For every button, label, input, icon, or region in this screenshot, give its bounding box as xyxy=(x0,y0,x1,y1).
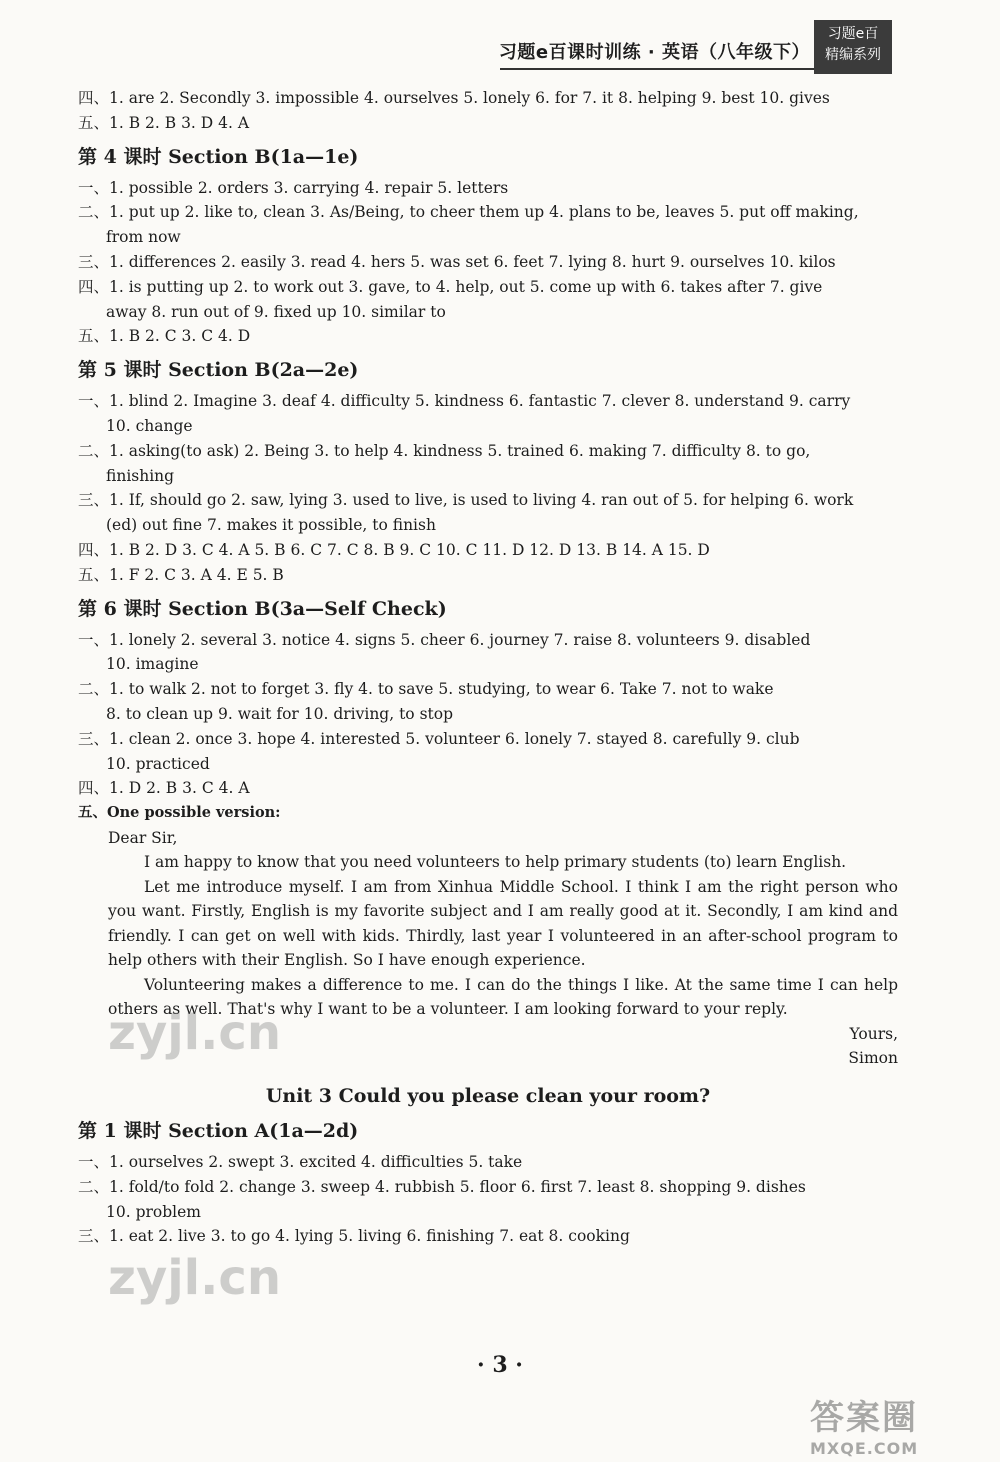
answer-line: 三、1. If, should go 2. saw, lying 3. used to live, is used to living 4. ran out of 5. for helping 6. work xyxy=(78,491,854,510)
answer-line: 二、1. fold/to fold 2. change 3. sweep 4. rubbish 5. floor 6. first 7. least 8. shopping 9. dishes xyxy=(78,1177,806,1196)
unit3-lesson1-title: 第 1 课时 Section A(1a—2d) xyxy=(78,1119,359,1142)
series-badge xyxy=(814,20,892,74)
answer-line: 二、1. asking(to ask) 2. Being 3. to help 4. kindness 5. trained 6. making 7. difficulty 8. to go, xyxy=(78,441,811,460)
answer-line: 四、1. is putting up 2. to work out 3. gave, to 4. help, out 5. come up with 6. takes after 7. give xyxy=(78,277,823,296)
lesson4-title: 第 4 课时 Section B(1a—1e) xyxy=(78,145,359,168)
answer-line: 五、1. B 2. C 3. C 4. D xyxy=(78,327,251,346)
answer-line: 一、1. ourselves 2. swept 3. excited 4. difficulties 5. take xyxy=(78,1152,523,1171)
letter-signature: Simon xyxy=(848,1049,898,1068)
answer-line: (ed) out fine 7. makes it possible, to finish xyxy=(106,516,436,535)
answer-line: 四、1. B 2. D 3. C 4. A 5. B 6. C 7. C 8. B 9. C 10. C 11. D 12. D 13. B 14. A 15. D xyxy=(78,540,710,559)
answer-line: 10. change xyxy=(106,416,193,435)
answer-line: 二、1. put up 2. like to, clean 3. As/Being, to cheer them up 4. plans to be, leaves 5. put off making, xyxy=(78,203,859,222)
answer-line: finishing xyxy=(106,466,175,485)
answer-line: 10. problem xyxy=(106,1202,201,1221)
watermark: zyjl.cn xyxy=(108,1005,281,1061)
letter-closing: Yours, xyxy=(849,1024,898,1043)
answer-line: 8. to clean up 9. wait for 10. driving, to stop xyxy=(106,704,454,723)
page-header xyxy=(0,20,1000,74)
lesson5-title: 第 5 课时 Section B(2a—2e) xyxy=(78,359,359,382)
watermark: zyjl.cn xyxy=(108,1250,281,1306)
answer-line: 四、1. D 2. B 3. C 4. A xyxy=(78,779,250,798)
answer-line: 五、One possible version: xyxy=(78,804,281,822)
page-number: · 3 · xyxy=(477,1352,523,1378)
corner-stamp xyxy=(810,1390,980,1458)
answer-line: 一、1. possible 2. orders 3. carrying 4. repair 5. letters xyxy=(78,178,509,197)
answer-line: 二、1. to walk 2. not to forget 3. fly 4. to save 5. studying, to wear 6. Take 7. not to wake xyxy=(78,680,774,699)
answer-line: 10. imagine xyxy=(106,655,199,674)
corner-stamp-logo: 答案圈 xyxy=(810,1398,918,1438)
answer-line: from now xyxy=(106,228,181,247)
answer-line: 三、1. clean 2. once 3. hope 4. interested 5. volunteer 6. lonely 7. stayed 8. carefully 9. club xyxy=(78,729,800,748)
answer-line: away 8. run out of 9. fixed up 10. similar to xyxy=(106,302,446,321)
badge-line2: 精编系列 xyxy=(825,47,881,63)
unit3-title: Unit 3 Could you please clean your room? xyxy=(265,1084,711,1107)
answer-line: 一、1. blind 2. Imagine 3. deaf 4. difficulty 5. kindness 6. fantastic 7. clever 8. understand 9. carry xyxy=(78,392,851,411)
lesson6-title: 第 6 课时 Section B(3a—Self Check) xyxy=(78,597,447,620)
answer-line: 三、1. eat 2. live 3. to go 4. lying 5. living 6. finishing 7. eat 8. cooking xyxy=(78,1227,630,1246)
answer-content xyxy=(78,86,898,1249)
corner-stamp-url: MXQE.COM xyxy=(810,1439,919,1458)
answer-line: 五、1. F 2. C 3. A 4. E 5. B xyxy=(78,565,284,584)
letter-paragraph: Let me introduce myself. I am from Xinhua Middle School. I think I am the right person who you want. Firstly, English is my favorite subject and I am really good at it. Secondly, I am kind and friendly. I can get on well with kids. Thirdly, last year I volunteered in an after-school program to help others with their English. So I have enough experience. xyxy=(108,877,898,970)
answer-line: 一、1. lonely 2. several 3. notice 4. signs 5. cheer 6. journey 7. raise 8. volunteers 9. disabled xyxy=(78,630,811,649)
badge-line1: 习题e百 xyxy=(827,26,879,42)
answer-line: 五、1. B 2. B 3. D 4. A xyxy=(78,113,250,132)
letter-paragraph: Volunteering makes a difference to me. I can do the things I like. At the same time I can help others as well. That's why I want to be a volunteer. I am looking forward to your reply. xyxy=(108,975,898,1019)
header-title: 习题e百课时训练 · 英语（八年级下） xyxy=(498,42,810,63)
answer-line: 四、1. are 2. Secondly 3. impossible 4. ourselves 5. lonely 6. for 7. it 8. helping 9. best 10. gives xyxy=(78,89,830,107)
answer-line: 三、1. differences 2. easily 3. read 4. hers 5. was set 6. feet 7. lying 8. hurt 9. ourselves 10. kilos xyxy=(78,252,836,271)
answer-line: 10. practiced xyxy=(106,754,210,773)
letter-salutation: Dear Sir, xyxy=(108,828,178,847)
letter-paragraph: I am happy to know that you need volunteers to help primary students (to) learn English. xyxy=(144,853,847,872)
